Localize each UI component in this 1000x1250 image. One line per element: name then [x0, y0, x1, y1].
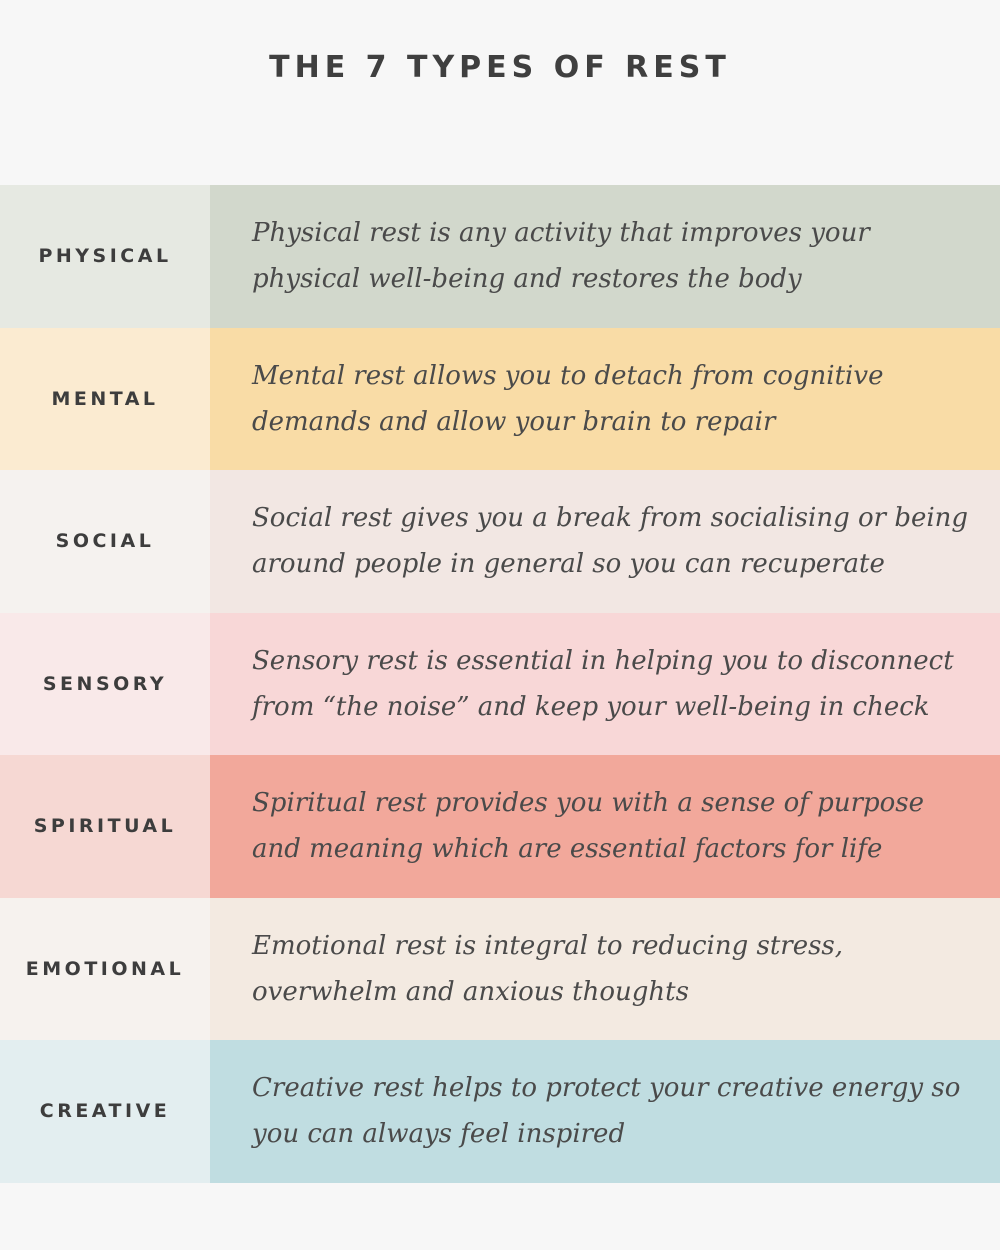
rest-type-description: Creative rest helps to protect your creative energy so you can always feel inspired [210, 1040, 1000, 1183]
rest-type-label: SPIRITUAL [0, 755, 210, 898]
rest-type-description: Physical rest is any activity that improves your physical well-being and restores the body [210, 185, 1000, 328]
table-row-mental [0, 328, 1000, 471]
rest-type-label: SENSORY [0, 613, 210, 756]
rest-type-description: Mental rest allows you to detach from cognitive demands and allow your brain to repair [210, 328, 1000, 471]
table-row-social [0, 470, 1000, 613]
table-row-emotional [0, 898, 1000, 1041]
table-row-creative [0, 1040, 1000, 1183]
rest-type-description: Social rest gives you a break from socialising or being around people in general so you can recuperate [210, 470, 1000, 613]
table-row-spiritual [0, 755, 1000, 898]
table-row-physical [0, 185, 1000, 328]
page-title: THE 7 TYPES OF REST [269, 50, 731, 85]
rest-types-table [0, 185, 1000, 1183]
rest-type-label: CREATIVE [0, 1040, 210, 1183]
rest-type-description: Emotional rest is integral to reducing stress, overwhelm and anxious thoughts [210, 898, 1000, 1041]
rest-type-label: PHYSICAL [0, 185, 210, 328]
rest-type-label: MENTAL [0, 328, 210, 471]
rest-type-label: EMOTIONAL [0, 898, 210, 1041]
table-row-sensory [0, 613, 1000, 756]
rest-type-label: SOCIAL [0, 470, 210, 613]
rest-type-description: Spiritual rest provides you with a sense of purpose and meaning which are essential factors for life [210, 755, 1000, 898]
rest-type-description: Sensory rest is essential in helping you to disconnect from “the noise” and keep your well-being in check [210, 613, 1000, 756]
